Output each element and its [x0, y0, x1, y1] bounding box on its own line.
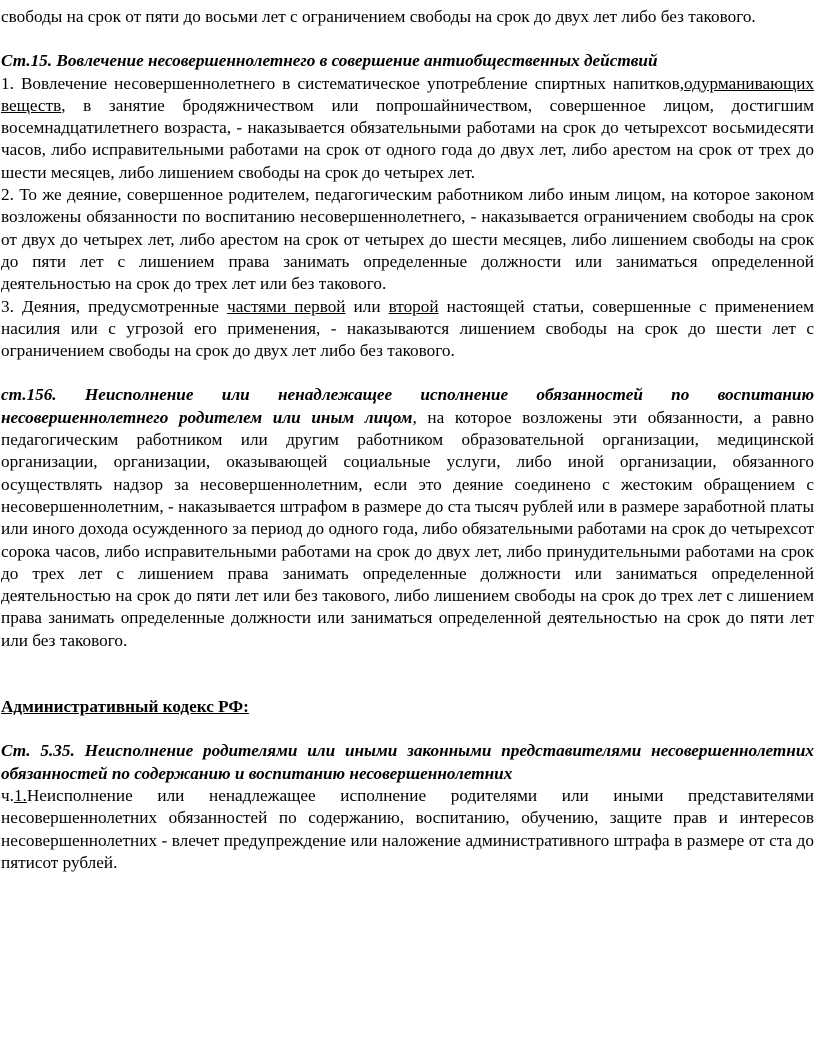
article-150-part-3	[1, 296, 814, 363]
article-156-heading: ст.156. Неисполнение или ненадлежащее исполнение обязанностей по воспитанию несовершеннолетнего родителем или иным лицом	[1, 385, 814, 427]
article-150-part-1	[1, 73, 814, 184]
part-1-link[interactable]: 1.	[13, 785, 27, 805]
article-156-paragraph	[1, 384, 814, 652]
article-150-heading: Ст.15. Вовлечение несовершеннолетнего в совершение антиобщественных действий	[1, 51, 658, 71]
article-156-text: , на которое возложены эти обязанности, а равно педагогическим работником или другим работником образовательной организации, медицинской организации, организации, оказывающей социальные услуги, либо иной организации, обязанного осуществлять надзор за несовершеннолетним, если это деяние соединено с жестоким обращением с несовершеннолетним, - наказывается штрафом в размере до ста тысяч рублей или в размере заработной платы или иного дохода осужденного за период до одного года, либо обязательными работами на срок до четырехсот сорока часов, либо исправительными работами на срок до двух лет, либо принудительными работами на срок до трех лет с лишением права занимать определенные должности или заниматься определенной деятельностью на срок до пяти лет или без такового, либо лишением свободы на срок до трех лет с лишением права занимать определенные должности или заниматься определенной деятельностью на срок до пяти лет или без такового.	[1, 407, 815, 650]
article-535-part-1	[1, 785, 814, 874]
article-535-part-prefix: ч.	[1, 785, 14, 805]
article-150-part-3-end: настоящей статьи, совершенные с применением насилия или с угрозой его применения, - наказываются лишением свободы на срок до шести лет с ограничением свободы на срок до двух лет либо без такового.	[1, 296, 814, 361]
administrative-code-heading: Административный кодекс РФ:	[1, 697, 249, 717]
intoxicating-substances-link[interactable]: одурманивающих веществ	[1, 73, 814, 115]
parts-first-link[interactable]: частями первой	[227, 296, 346, 316]
second-part-link[interactable]: второй	[388, 296, 439, 316]
article-150-part-3-start: 3. Деяния, предусмотренные	[1, 296, 228, 316]
article-150-part-3-mid: или	[345, 296, 389, 316]
article-150-part-1-end: , в занятие бродяжничеством или попрошайничеством, совершенное лицом, достигшим восемнадцатилетнего возраста, - наказывается обязательными работами на срок до четырехсот восьмидесяти часов, либо исправительными работами на срок от одного года до двух лет, либо арестом на срок от трех до шести месяцев, либо лишением свободы на срок до четырех лет.	[1, 95, 814, 182]
article-150-part-1-start: 1. Вовлечение несовершеннолетнего в систематическое употребление спиртных напитков,	[1, 73, 685, 93]
article-535-text: Неисполнение или ненадлежащее исполнение родителями или иными представителями несовершеннолетних обязанностей по содержанию, воспитанию, обучению, защите прав и интересов несовершеннолетних - влечет предупреждение или наложение административного штрафа в размере от ста до пятисот рублей.	[1, 785, 814, 872]
article-535-heading: Ст. 5.35. Неисполнение родителями или иными законными представителями несовершеннолетних обязанностей по содержанию и воспитанию несовершеннолетних	[1, 741, 814, 783]
article-150-part-2: 2. То же деяние, совершенное родителем, педагогическим работником либо иным лицом, на которое законом возложены обязанности по воспитанию несовершеннолетнего, - наказывается ограничением свободы на срок от двух до четырех лет, либо арестом на срок от четырех до шести месяцев, либо лишением свободы на срок до пяти лет с лишением права занимать определенные должности или заниматься определенной деятельностью на срок до трех лет или без такового.	[1, 185, 814, 294]
continuation-paragraph: свободы на срок от пяти до восьми лет с ограничением свободы на срок до двух лет либо без такового.	[1, 7, 756, 26]
